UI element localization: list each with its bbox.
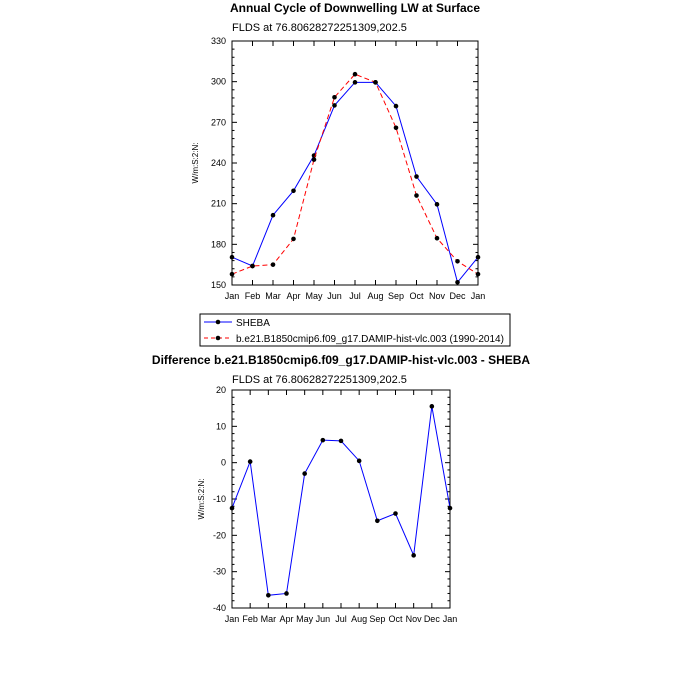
- series-0-point: [414, 174, 419, 179]
- y-axis-label: W/m:S:2:N:: [197, 478, 206, 520]
- series-0-point: [411, 553, 416, 558]
- x-tick-label: Feb: [242, 614, 258, 624]
- y-tick-label: 330: [210, 36, 226, 46]
- series-line-0: [232, 406, 450, 595]
- x-tick-label: Dec: [449, 291, 466, 301]
- series-0-point: [271, 213, 276, 218]
- series-1-point: [435, 236, 440, 241]
- x-tick-label: Apr: [286, 291, 301, 301]
- series-0-point: [291, 188, 296, 193]
- series-1-point: [230, 272, 235, 277]
- y-tick-label: 300: [210, 76, 226, 87]
- x-tick-label: May: [305, 291, 323, 301]
- x-tick-label: Jun: [327, 291, 342, 301]
- series-1-point: [271, 262, 276, 267]
- series-0-point: [266, 593, 271, 598]
- series-1-point: [312, 157, 317, 162]
- x-tick-label: Jan: [224, 291, 240, 301]
- x-tick-label: Mar: [265, 291, 281, 301]
- series-0-point: [430, 404, 435, 409]
- series-0-point: [230, 255, 235, 260]
- y-tick-label: 20: [215, 385, 226, 395]
- legend-label-sheba: SHEBA: [236, 318, 270, 329]
- x-tick-label: Jul: [335, 614, 347, 624]
- y-tick-label: -30: [212, 566, 226, 577]
- y-tick-label: 240: [210, 158, 226, 168]
- series-1-point: [291, 237, 296, 242]
- series-0-point: [455, 280, 460, 285]
- legend-label-model: b.e21.B1850cmip6.f09_g17.DAMIP-hist-vlc.003 (1990-2014): [236, 334, 504, 345]
- series-0-point: [476, 255, 481, 260]
- y-tick-label: 0: [220, 457, 226, 468]
- x-tick-label: Nov: [428, 291, 446, 301]
- x-tick-label: Aug: [367, 291, 384, 301]
- legend: [200, 314, 510, 346]
- series-0-point: [302, 471, 307, 476]
- x-tick-label: Feb: [244, 291, 261, 301]
- x-tick-label: Jun: [315, 614, 331, 624]
- x-tick-label: Jan: [470, 291, 486, 301]
- x-tick-label: Apr: [279, 614, 294, 624]
- x-tick-label: Aug: [351, 614, 368, 624]
- y-tick-label: 270: [210, 117, 226, 128]
- x-tick-label: Sep: [369, 614, 386, 624]
- series-1-point: [373, 80, 378, 85]
- x-tick-label: Dec: [423, 614, 440, 624]
- x-tick-label: Jan: [442, 614, 458, 624]
- series-0-point: [394, 104, 399, 109]
- series-line-1: [232, 74, 478, 274]
- series-0-point: [435, 202, 440, 207]
- series-line-0: [232, 82, 478, 282]
- chart-title: Annual Cycle of Downwelling LW at Surface: [229, 1, 481, 15]
- y-tick-label: -40: [212, 603, 226, 613]
- y-tick-label: 10: [215, 421, 226, 432]
- series-0-point: [284, 591, 289, 596]
- chart-title: Difference b.e21.B1850cmip6.f09_g17.DAMIP-hist-vlc.003 - SHEBA: [151, 353, 531, 367]
- series-0-point: [332, 103, 337, 108]
- series-0-point: [321, 438, 326, 443]
- annual-cycle-chart: [191, 1, 485, 301]
- y-tick-label: 210: [210, 198, 226, 209]
- plot-frame: [232, 41, 478, 285]
- x-tick-label: Oct: [388, 614, 403, 624]
- x-tick-label: Jan: [224, 614, 240, 624]
- x-tick-label: Mar: [260, 614, 277, 624]
- x-tick-label: Jul: [349, 291, 361, 301]
- series-1-point: [394, 125, 399, 130]
- series-0-point: [230, 506, 235, 511]
- y-tick-label: -10: [212, 494, 226, 504]
- y-tick-label: -20: [212, 530, 226, 541]
- x-tick-label: May: [296, 614, 314, 624]
- series-0-point: [375, 519, 380, 524]
- x-tick-label: Nov: [405, 614, 422, 624]
- series-0-point: [353, 80, 358, 85]
- plot-frame: [232, 390, 450, 608]
- series-1-point: [414, 193, 419, 198]
- legend-marker-sheba: [216, 320, 221, 325]
- series-0-point: [248, 459, 253, 464]
- x-tick-label: Sep: [387, 291, 405, 301]
- chart-subtitle: FLDS at 76.80628272251309,202.5: [232, 374, 407, 386]
- series-0-point: [393, 511, 398, 516]
- x-tick-label: Oct: [409, 291, 424, 301]
- y-axis-label: W/m:S:2:N:: [191, 142, 200, 184]
- y-tick-label: 180: [210, 239, 226, 250]
- series-1-point: [332, 95, 337, 100]
- series-0-point: [357, 459, 362, 464]
- legend-marker-model: [216, 336, 221, 341]
- series-1-point: [455, 259, 460, 264]
- y-tick-label: 150: [210, 280, 226, 290]
- series-0-point: [339, 439, 344, 444]
- series-1-point: [353, 72, 358, 77]
- series-1-point: [250, 264, 255, 269]
- difference-chart: [152, 353, 530, 624]
- series-0-point: [448, 506, 453, 511]
- chart-subtitle: FLDS at 76.80628272251309,202.5: [232, 22, 407, 34]
- series-1-point: [476, 272, 481, 277]
